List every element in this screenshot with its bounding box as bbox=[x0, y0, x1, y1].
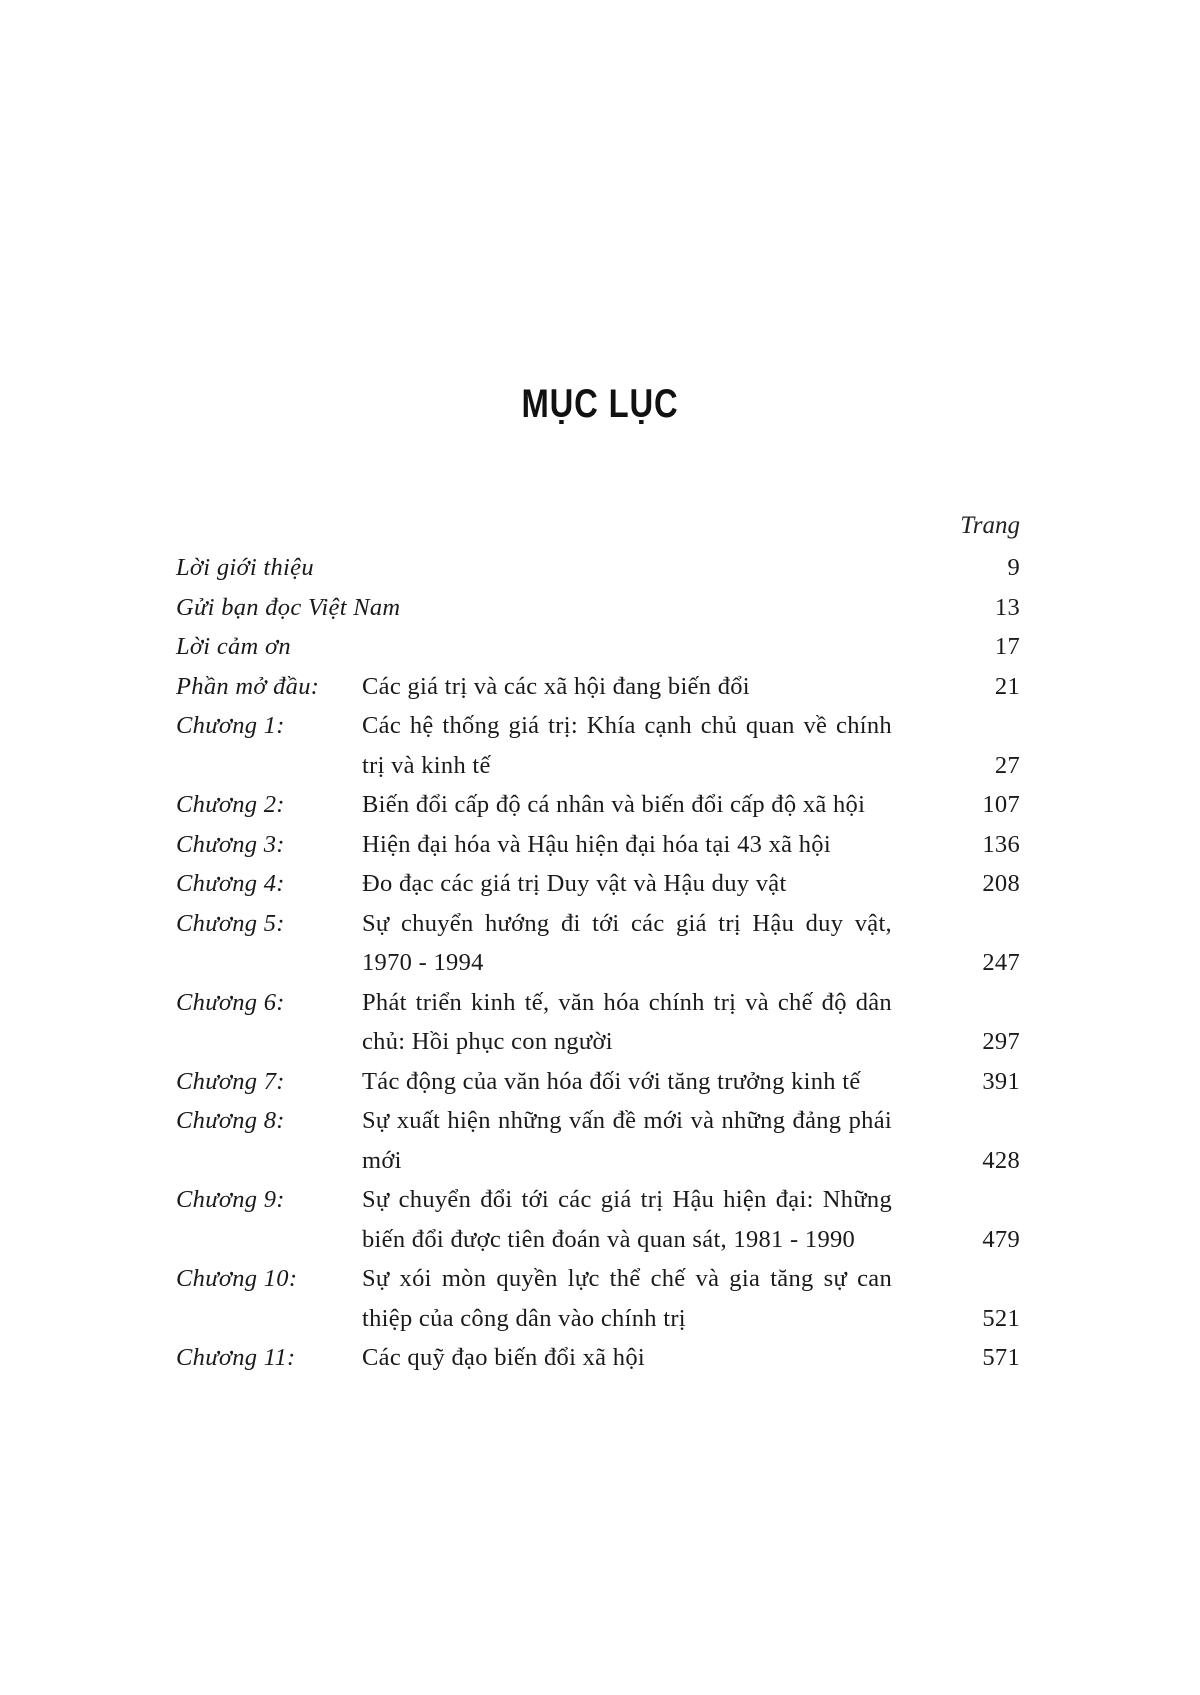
toc-entry-label: Chương 11: bbox=[176, 1344, 296, 1371]
toc-entry-page-number: 479 bbox=[982, 1225, 1020, 1253]
toc-entry-page-number: 21 bbox=[994, 672, 1020, 700]
toc-entry bbox=[176, 1338, 1020, 1378]
toc-entry-label: Chương 1: bbox=[176, 712, 285, 739]
toc-entry-label: Lời cảm ơn bbox=[176, 633, 291, 660]
toc-entry-title: Sự chuyển hướng đi tới các giá trị Hậu duy vật, 1970 - 1994 bbox=[362, 909, 892, 976]
toc-entry-title: Đo đạc các giá trị Duy vật và Hậu duy vật bbox=[362, 870, 787, 897]
toc-entry-title: Các hệ thống giá trị: Khía cạnh chủ quan về chính trị và kinh tế bbox=[362, 712, 892, 779]
toc-entry-title: Phát triển kinh tế, văn hóa chính trị và chế độ dân chủ: Hồi phục con người bbox=[362, 988, 892, 1055]
toc-entry-title: Sự chuyển đổi tới các giá trị Hậu hiện đại: Những biến đổi được tiên đoán và quan sát, 1981 - 1990 bbox=[362, 1186, 892, 1253]
toc-entry-page-number: 9 bbox=[1007, 554, 1020, 581]
toc-entry-label: Chương 3: bbox=[176, 830, 285, 858]
toc-entry-page-number: 297 bbox=[982, 1028, 1020, 1055]
toc-entry-page-number: 136 bbox=[982, 830, 1020, 858]
toc-entry bbox=[176, 904, 1020, 983]
toc-entry-label: Chương 4: bbox=[176, 870, 285, 897]
toc-entry bbox=[176, 825, 1020, 865]
toc-entry-page-number: 17 bbox=[994, 633, 1020, 660]
toc-entry bbox=[176, 627, 1020, 667]
toc-entry-title: Sự xuất hiện những vấn đề mới và những đảng phái mới bbox=[362, 1107, 892, 1174]
toc-entry-label: Chương 5: bbox=[176, 909, 285, 937]
toc-entry bbox=[176, 1062, 1020, 1102]
table-of-contents bbox=[176, 548, 1020, 1378]
toc-entry-label: Chương 6: bbox=[176, 988, 285, 1016]
toc-entry-page-number: 13 bbox=[994, 593, 1020, 621]
toc-entry-page-number: 571 bbox=[982, 1344, 1020, 1371]
toc-entry-label: Chương 10: bbox=[176, 1265, 298, 1292]
toc-entry bbox=[176, 706, 1020, 785]
toc-entry-label: Chương 2: bbox=[176, 791, 285, 818]
toc-entry-title: Sự xói mòn quyền lực thể chế và gia tăng sự can thiệp của công dân vào chính trị bbox=[362, 1265, 892, 1332]
page-column-header: Trang bbox=[960, 512, 1020, 539]
toc-entry-title: Các giá trị và các xã hội đang biến đổi bbox=[362, 672, 750, 700]
toc-entry bbox=[176, 864, 1020, 904]
toc-entry bbox=[176, 1101, 1020, 1180]
toc-entry-title: Tác động của văn hóa đối với tăng trưởng kinh tế bbox=[362, 1067, 861, 1095]
toc-entry-label: Chương 7: bbox=[176, 1067, 285, 1095]
toc-entry bbox=[176, 1180, 1020, 1259]
toc-entry-page-number: 391 bbox=[982, 1067, 1020, 1095]
toc-entry-label: Chương 9: bbox=[176, 1186, 285, 1213]
toc-entry-page-number: 428 bbox=[982, 1146, 1020, 1174]
toc-entry bbox=[176, 1259, 1020, 1338]
toc-entry-title: Hiện đại hóa và Hậu hiện đại hóa tại 43 xã hội bbox=[362, 830, 831, 858]
toc-entry bbox=[176, 785, 1020, 825]
toc-entry-page-number: 107 bbox=[982, 791, 1020, 818]
toc-entry-label: Gửi bạn đọc Việt Nam bbox=[176, 593, 401, 621]
toc-entry-title: Biến đổi cấp độ cá nhân và biến đổi cấp độ xã hội bbox=[362, 791, 866, 818]
toc-entry bbox=[176, 983, 1020, 1062]
toc-entry-title: Các quỹ đạo biến đổi xã hội bbox=[362, 1344, 645, 1371]
toc-entry-page-number: 208 bbox=[982, 870, 1020, 897]
toc-entry-page-number: 521 bbox=[982, 1304, 1020, 1332]
toc-entry-page-number: 27 bbox=[994, 751, 1020, 779]
page-title: MỤC LỤC bbox=[521, 382, 679, 426]
toc-entry-label: Lời giới thiệu bbox=[176, 554, 314, 581]
toc-entry-page-number: 247 bbox=[982, 949, 1020, 976]
toc-entry-label: Chương 8: bbox=[176, 1107, 285, 1134]
toc-entry bbox=[176, 588, 1020, 628]
toc-entry-label: Phần mở đầu: bbox=[176, 672, 320, 700]
toc-entry bbox=[176, 667, 1020, 707]
toc-entry bbox=[176, 548, 1020, 588]
